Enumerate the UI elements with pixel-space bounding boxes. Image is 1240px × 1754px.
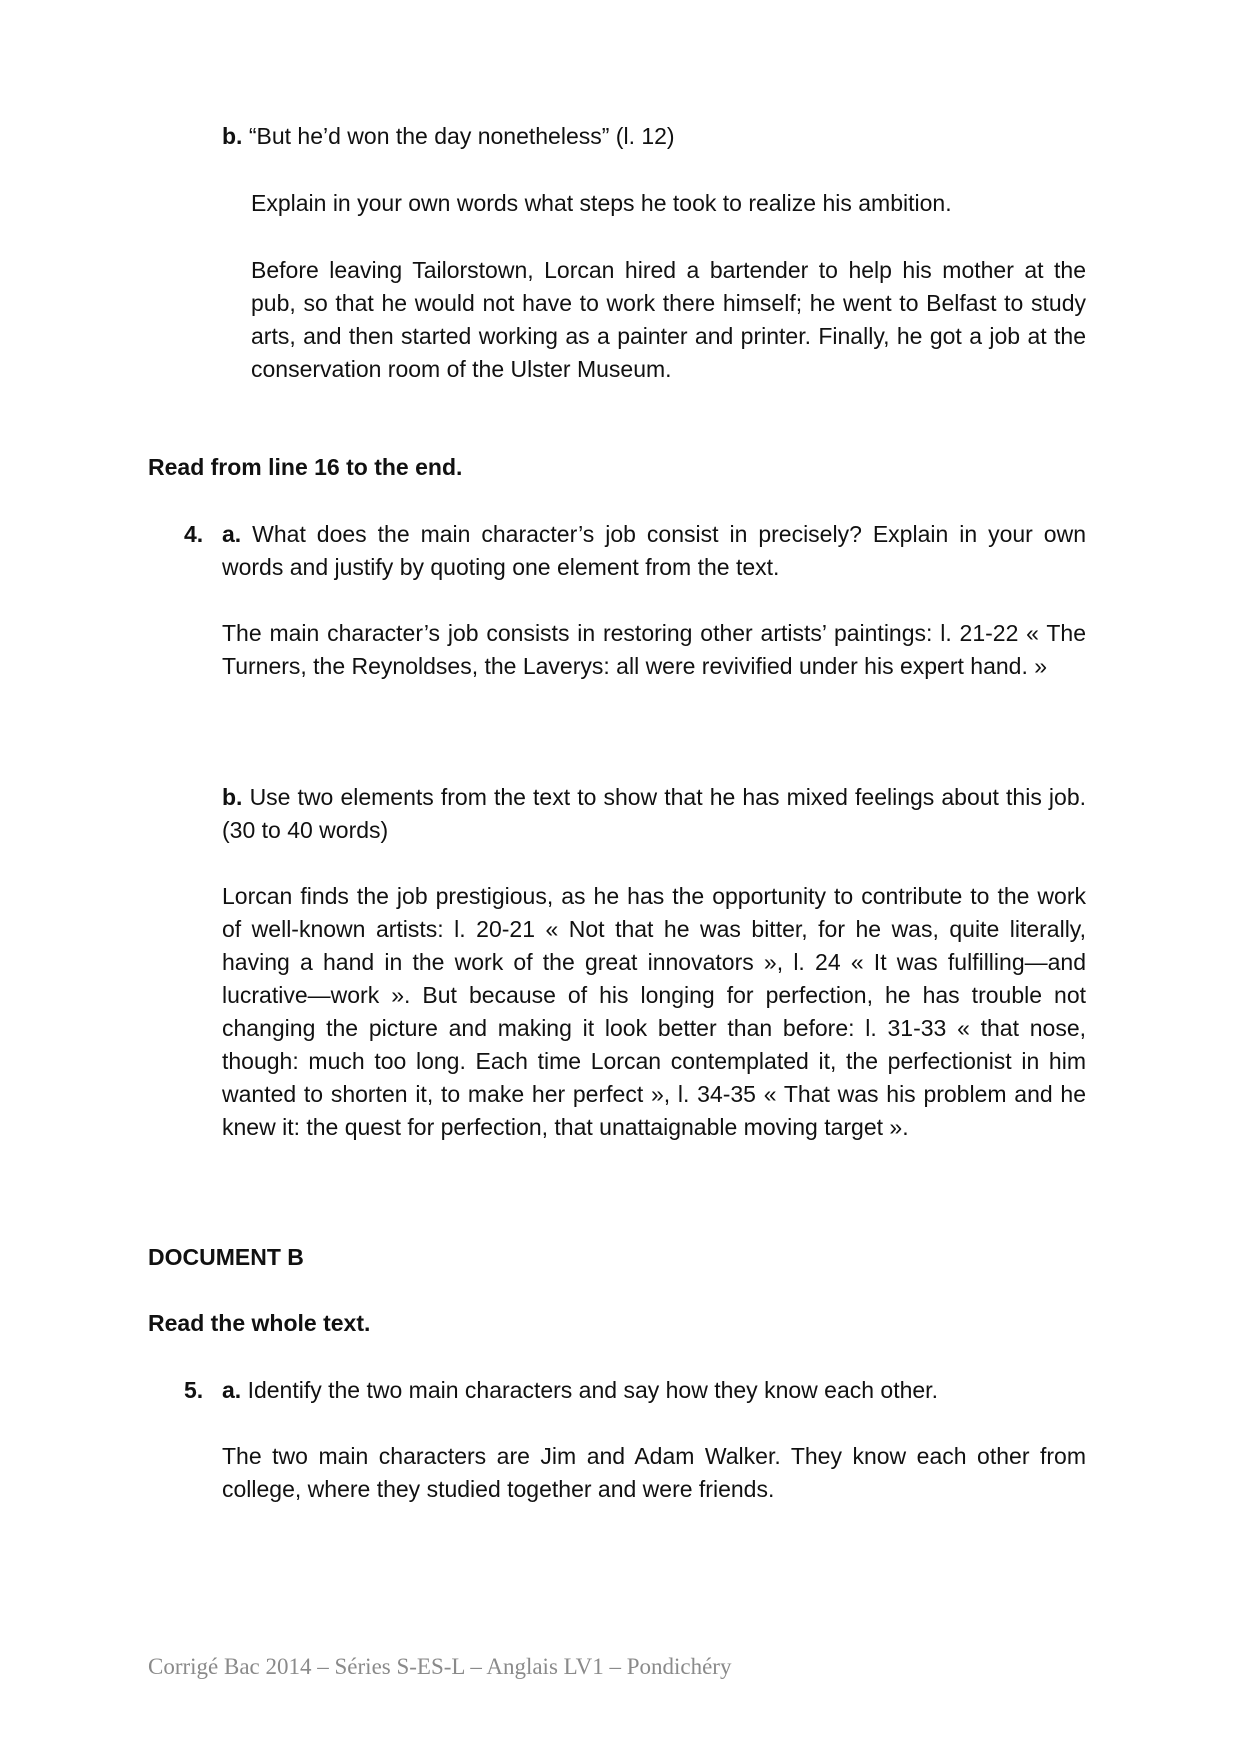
- q5a-question-text: Identify the two main characters and say how they know each other.: [247, 1377, 938, 1403]
- q4a-question-text: What does the main character’s job consist in precisely? Explain in your own words and justify by quoting one element from the text.: [222, 521, 1087, 580]
- q3b-label: b.: [222, 123, 243, 149]
- q3b-question: Explain in your own words what steps he took to realize his ambition.: [251, 190, 952, 216]
- q4b-question-text: Use two elements from the text to show that he has mixed feelings about this job. (30 to 40 words): [222, 784, 1087, 843]
- q4a-answer: The main character’s job consists in restoring other artists’ paintings: l. 21-22 « The Turners, the Reynoldses, the Laverys: all were revivified under his expert hand. »: [222, 620, 1086, 679]
- q4a-question: [222, 518, 1086, 584]
- q5a-answer: The two main characters are Jim and Adam Walker. They know each other from college, where they studied together and were friends.: [222, 1443, 1086, 1502]
- q4b-question: [222, 781, 1086, 847]
- q4b-answer: Lorcan finds the job prestigious, as he has the opportunity to contribute to the work of well-known artists: l. 20-21 « Not that he was bitter, for he was, quite literally, having a hand in the work of the great innovators », l. 24 « It was fulfilling—and lucrative—work ». But because of his longing for perfection, he has trouble not changing the picture and making it look better than before: l. 31-33 « that nose, though: much too long. Each time Lorcan contemplated it, the perfectionist in him wanted to shorten it, to make her perfect », l. 34-35 « That was his problem and he knew it: the quest for perfection, that unattaignable moving target ».: [222, 883, 1086, 1140]
- q4b-label: b.: [222, 784, 243, 810]
- q4-number: 4.: [184, 521, 204, 547]
- q5a-label: a.: [222, 1377, 242, 1403]
- q3b-quote: “But he’d won the day nonetheless” (l. 12): [248, 123, 675, 149]
- q3b-quote-line: [222, 120, 1102, 153]
- q4a-label: a.: [222, 521, 242, 547]
- section-heading-line16: Read from line 16 to the end.: [148, 454, 463, 480]
- q3b-answer: Before leaving Tailorstown, Lorcan hired a bartender to help his mother at the pub, so that he would not have to work there himself; he went to Belfast to study arts, and then started working as a painter and printer. Finally, he got a job at the conservation room of the Ulster Museum.: [251, 257, 1086, 382]
- page-footer: Corrigé Bac 2014 – Séries S-ES-L – Anglais LV1 – Pondichéry: [148, 1654, 732, 1679]
- section-heading-whole-text: Read the whole text.: [148, 1310, 371, 1336]
- q5a-question: [222, 1374, 1086, 1407]
- q5-number: 5.: [184, 1377, 204, 1403]
- document-b-heading: DOCUMENT B: [148, 1244, 304, 1270]
